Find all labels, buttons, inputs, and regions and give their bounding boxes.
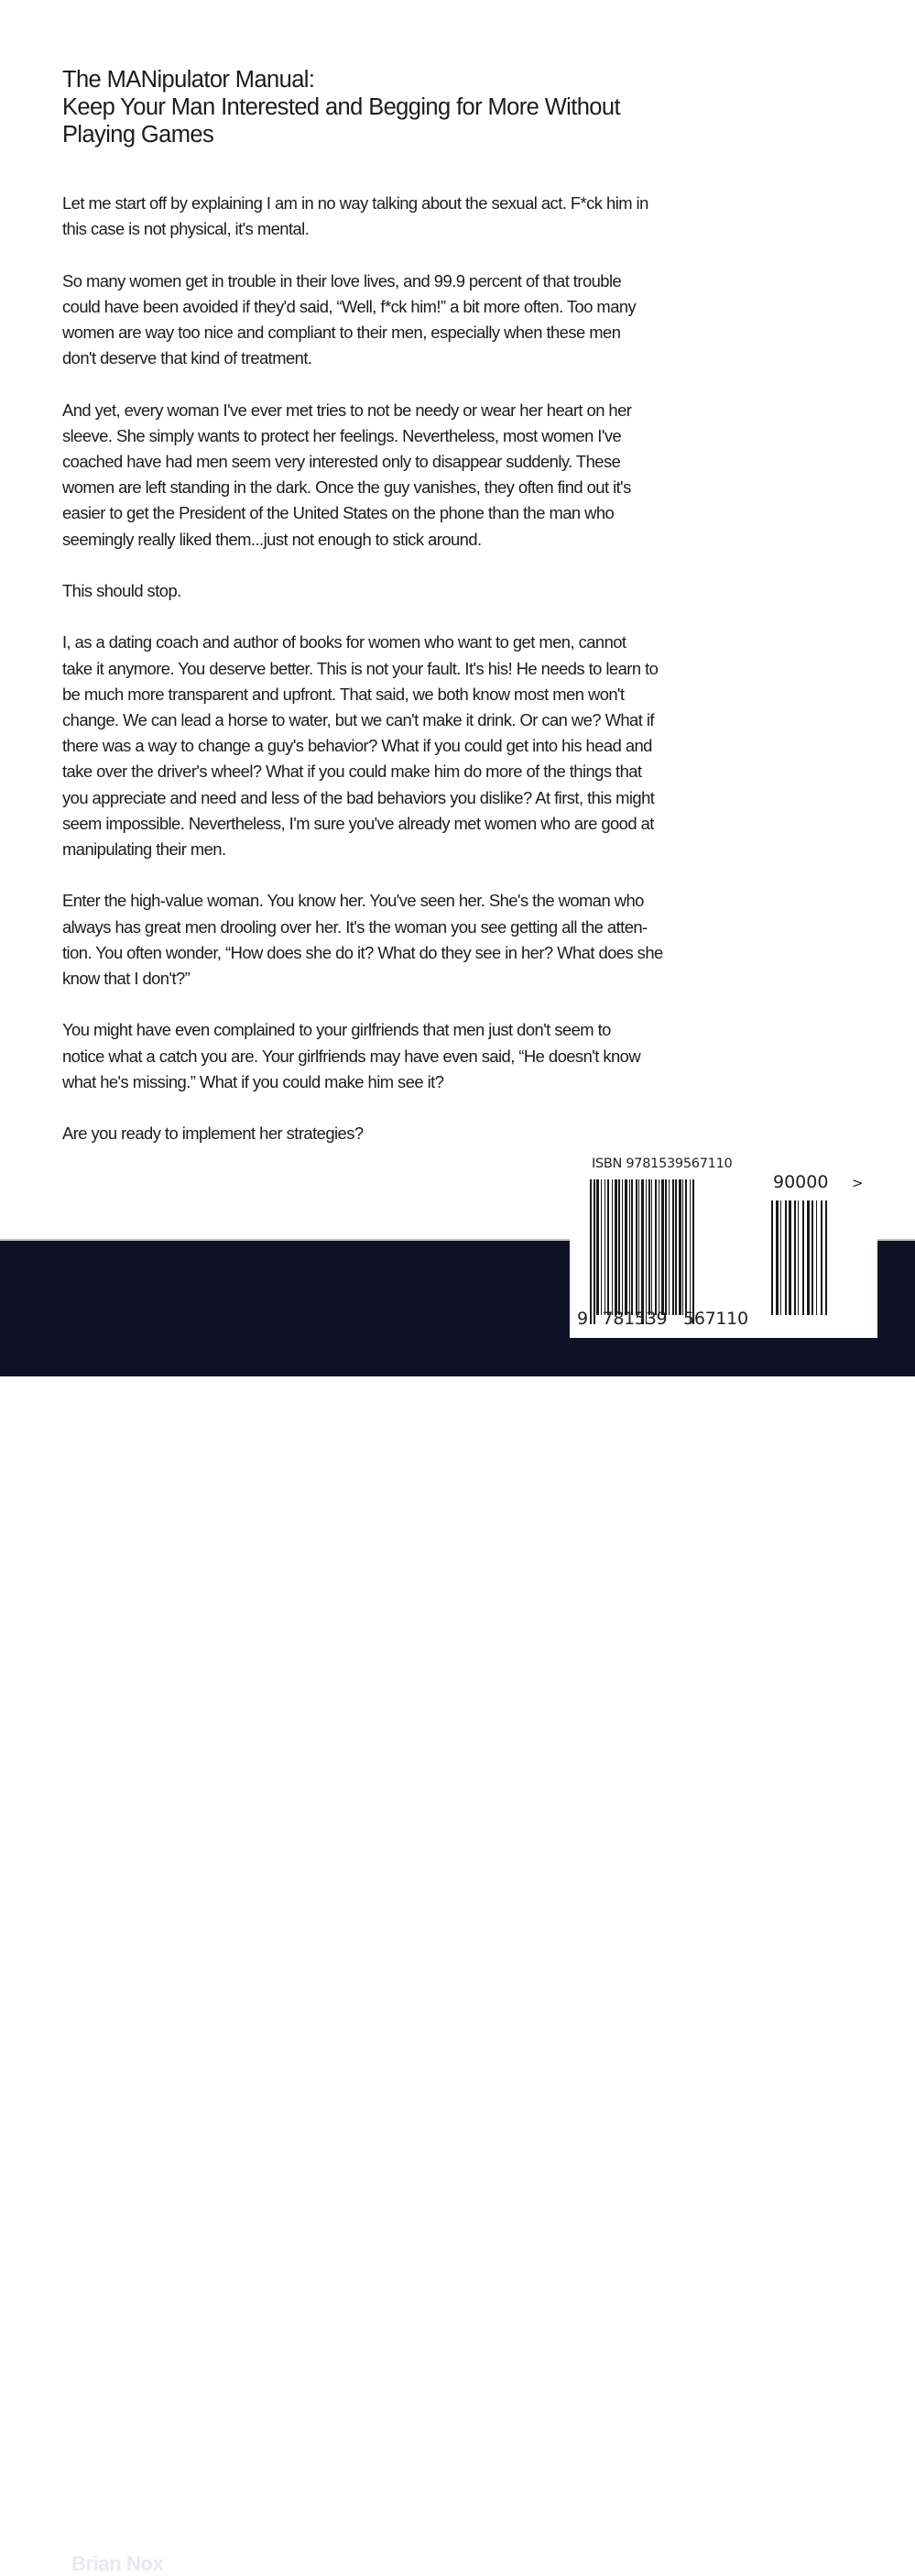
barcode-bar [780,1200,781,1315]
barcode-bar [816,1200,817,1315]
addon-barcode [771,1200,863,1315]
subtitle-line: Playing Games [62,122,214,148]
barcode-bar [648,1179,650,1315]
barcode-bar [655,1179,657,1315]
barcode-bar [631,1179,633,1315]
barcode-bar [807,1200,810,1315]
text-line: what he's missing.” What if you could make him see it? [62,1071,444,1091]
barcode-digits [577,1309,748,1329]
text-line: could have been avoided if they'd said, “Well, f*ck him!” a bit more often. Too many [62,296,637,316]
barcode-bar [672,1179,674,1315]
text-line: This should stop. [62,581,181,600]
barcode-bar [594,1179,595,1324]
book-title [62,66,868,148]
barcode-bar [625,1179,627,1315]
subtitle-line: Keep Your Man Interested and Begging for More Without [62,94,620,120]
text-line: women are way too nice and compliant to their men, especially when these men [62,323,621,342]
barcode-bar [679,1179,681,1315]
paragraph [62,888,859,992]
text-line: seem impossible. Nevertheless, I'm sure you've already met women who are good at [62,813,654,833]
barcode-bar [821,1200,822,1315]
barcode-bar [785,1200,787,1315]
author-name: Brian Nox [71,2552,164,2575]
text-line: manipulating their men. [62,839,226,860]
barcode-bar [636,1179,637,1315]
barcode-bar [682,1179,683,1315]
barcode-bar [607,1179,609,1315]
text-line: tion. You often wonder, “How does she do it? What do they see in her? What does she [62,942,663,962]
barcode-bar [665,1179,667,1315]
barcode-bar [798,1200,799,1315]
text-line: You might have even complained to your girlfriends that men just don't seem to [62,1020,611,1040]
paragraph [62,398,859,553]
text-line: notice what a catch you are. Your girlfriends may have even said, “He doesn't know [62,1046,641,1066]
text-line: know that I don't?” [62,969,191,989]
text-line: change. We can lead a horse to water, but we can't make it drink. Or can we? What if [62,710,654,729]
barcode-bar [629,1179,630,1315]
blurb-body [62,191,859,1173]
barcode-bar [812,1200,813,1315]
text-line: And yet, every woman I've ever met tries to not be needy or wear her heart on her [62,400,632,420]
barcode-bar [641,1179,644,1324]
barcode-bar [646,1179,647,1324]
text-line: So many women get in trouble in their love lives, and 99.9 percent of that trouble [62,270,622,290]
barcode-bar [615,1179,617,1315]
barcode-bar [669,1179,670,1315]
barcode-bar [590,1179,592,1324]
barcode-box [570,1147,877,1338]
text-line: this case is not physical, it's mental. [62,219,310,239]
text-line: you appreciate and need and less of the bad behaviors you dislike? At first, this might [62,787,655,807]
barcode-digit-group: 567110 [683,1309,748,1329]
title-line: The MANipulator Manual: [62,67,315,93]
barcode-bar [638,1179,639,1315]
paragraph [62,578,859,604]
text-line: be much more transparent and upfront. That said, we both know most men won't [62,684,625,704]
text-line: take over the driver's wheel? What if you could make him do more of the things that [62,762,642,782]
barcode-bar [690,1179,691,1324]
barcode-digit-prefix: 9 [577,1309,588,1329]
text-line: women are left standing in the dark. Once the guy vanishes, they often find out it's [62,477,631,498]
barcode-bar [802,1200,804,1315]
text-line: coached have had men seem very interested only to disappear suddenly. These [62,452,621,471]
barcode-bar [661,1179,664,1315]
isbn-label: ISBN 9781539567110 [592,1156,733,1171]
text-line: always has great men drooling over her. It's the woman you see getting all the atten- [62,916,648,937]
text-line: sleeve. She simply wants to protect her feelings. Nevertheless, most women I've [62,425,622,445]
barcode-bar [794,1200,796,1315]
text-line: there was a way to change a guy's behavior? What if you could get into his head and [62,736,652,756]
quiet-zone-mark: > [852,1175,864,1191]
text-line: I, as a dating coach and author of books for women who want to get men, cannot [62,632,626,652]
barcode-bar [771,1200,773,1315]
barcode-bar [596,1179,599,1315]
barcode-bar [622,1179,623,1315]
barcode-bar [776,1200,779,1315]
text-line: Let me start off by explaining I am in no way talking about the sexual act. F*ck him in [62,193,648,213]
barcode-bar [685,1179,687,1315]
paragraph [62,1121,859,1146]
barcode-bar [612,1179,613,1315]
text-line: seemingly really liked them...just not enough to stick around. [62,529,482,549]
barcode-bar [692,1179,694,1324]
barcode-digit-group: 781539 [602,1309,668,1329]
barcode-bar [789,1200,791,1315]
text-line: take it anymore. You deserve better. This is not your fault. It's his! He needs to learn to [62,658,659,678]
text-line: don't deserve that kind of treatment. [62,348,312,368]
paragraph [62,1017,859,1095]
barcode-bar [675,1179,677,1315]
isbn-barcode [590,1179,735,1315]
barcode-bar [601,1179,602,1315]
barcode-bar [618,1179,620,1315]
price-addon-label: 90000 [773,1172,829,1192]
barcode-bar [825,1200,827,1315]
paragraph [62,269,859,372]
barcode-bar [651,1179,652,1315]
text-line: Are you ready to implement her strategies? [62,1124,364,1144]
paragraph [62,630,859,862]
text-line: Enter the high-value woman. You know her. You've seen her. She's the woman who [62,891,644,911]
text-line: easier to get the President of the United States on the phone than the man who [62,503,615,523]
paragraph [62,191,859,242]
